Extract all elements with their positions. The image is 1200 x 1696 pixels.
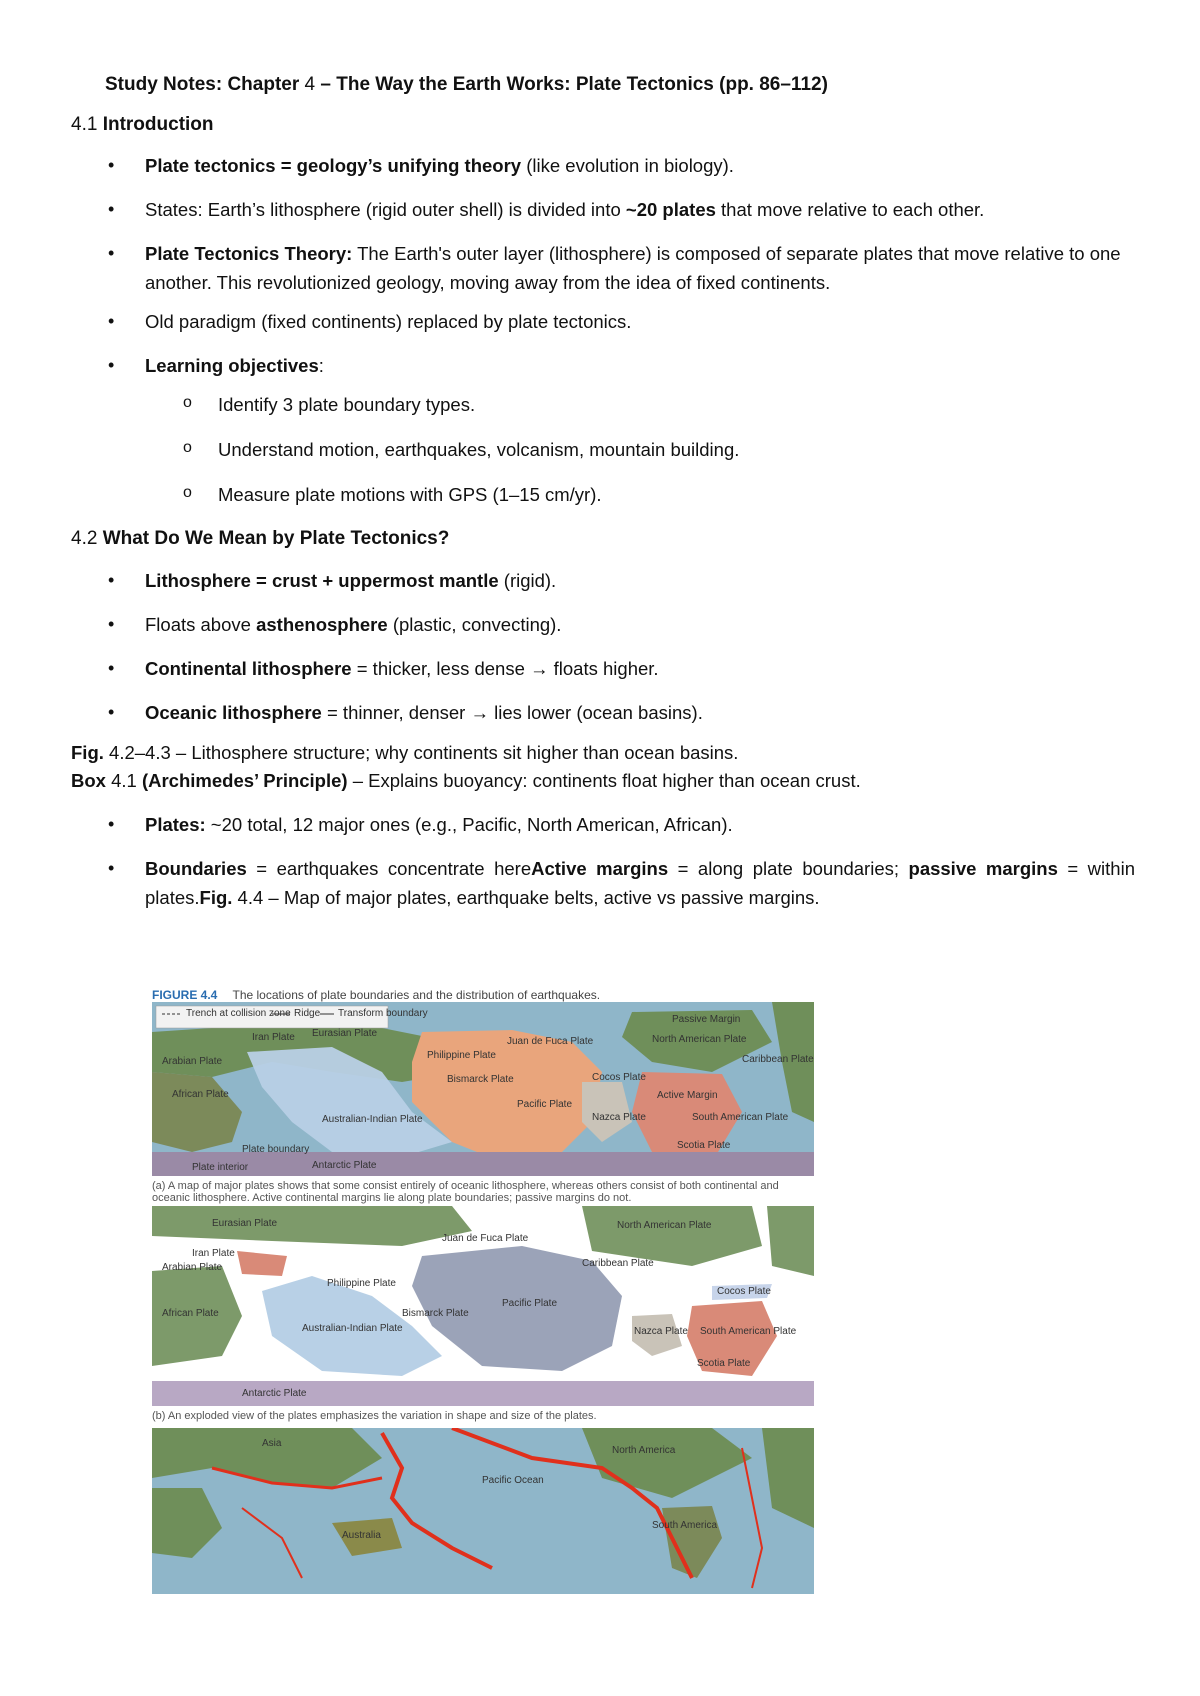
map-label: Philippine Plate — [327, 1278, 396, 1289]
sub-list-item: o Identify 3 plate boundary types. — [183, 394, 476, 415]
section-heading-4-2: 4.2 What Do We Mean by Plate Tectonics? — [71, 528, 450, 549]
eurasia-east-plate-shape — [767, 1206, 814, 1276]
map-label: Plate interior — [192, 1162, 249, 1173]
figure-reference-4-2: Fig. 4.2–4.3 – Lithosphere structure; why continents sit higher than ocean basins. — [71, 742, 739, 763]
list-item: • Boundaries = earthquakes concentrate hereActive margins = along plate boundaries; passive margins = within plates.Fig. 4.4 – Map of major plates, earthquake belts, active vs passive margins. — [145, 854, 1135, 912]
map-label: Arabian Plate — [162, 1262, 223, 1273]
figure-header: FIGURE 4.4 The locations of plate boundaries and the distribution of earthquakes. — [152, 988, 601, 1002]
bullet-icon: • — [108, 243, 115, 263]
list-item: • Plate Tectonics Theory: The Earth's outer layer (lithosphere) is composed of separate plates that move relative to one another. This revolutionized geology, moving away from the idea of fixed continents. — [145, 239, 1135, 297]
bullet-icon: • — [108, 858, 115, 878]
map-label: South American Plate — [700, 1326, 797, 1337]
circle-bullet-icon: o — [183, 439, 192, 456]
earthquake-map-c — [152, 1428, 814, 1594]
plate-map-b — [152, 1206, 814, 1406]
map-label: Scotia Plate — [677, 1140, 731, 1151]
list-item: • Oceanic lithosphere = thinner, denser → lies lower (ocean basins). — [145, 698, 1135, 727]
sub-list-item: o Understand motion, earthquakes, volcanism, mountain building. — [183, 439, 740, 460]
map-label: African Plate — [162, 1308, 219, 1319]
map-label: Arabian Plate — [162, 1056, 223, 1067]
map-label: Active Margin — [657, 1090, 718, 1101]
map-label: Juan de Fuca Plate — [442, 1233, 529, 1244]
map-label: Passive Margin — [672, 1014, 741, 1025]
circle-bullet-icon: o — [183, 394, 192, 411]
map-label: Juan de Fuca Plate — [507, 1036, 594, 1047]
map-label: Iran Plate — [252, 1032, 295, 1043]
list-item: • Learning objectives: — [145, 351, 1135, 380]
map-label: North American Plate — [652, 1034, 747, 1045]
map-label: Bismarck Plate — [402, 1308, 469, 1319]
map-label: Nazca Plate — [634, 1326, 688, 1337]
box-reference-4-1: Box 4.1 (Archimedes’ Principle) – Explains buoyancy: continents float higher than ocean crust. — [71, 770, 861, 791]
map-label: Asia — [262, 1438, 282, 1449]
map-label: Pacific Plate — [517, 1099, 573, 1110]
map-label: South American Plate — [692, 1112, 789, 1123]
map-label: Australia — [342, 1530, 381, 1541]
map-label: Philippine Plate — [427, 1050, 496, 1061]
map-label: Eurasian Plate — [212, 1218, 278, 1229]
antarctic-plate-shape — [152, 1152, 814, 1176]
map-label: Antarctic Plate — [242, 1388, 307, 1399]
list-item: • Lithosphere = crust + uppermost mantle (rigid). — [145, 566, 1135, 595]
bullet-icon: • — [108, 702, 115, 722]
legend-label: Transform boundary — [338, 1008, 428, 1019]
section-heading-4-1: 4.1 Introduction — [71, 114, 214, 135]
map-label: Nazca Plate — [592, 1112, 646, 1123]
map-label: Eurasian Plate — [312, 1028, 378, 1039]
bullet-icon: • — [108, 614, 115, 634]
list-item: • Plate tectonics = geology’s unifying theory (like evolution in biology). — [145, 151, 1135, 180]
map-label: Pacific Ocean — [482, 1475, 544, 1486]
map-label: Iran Plate — [192, 1248, 235, 1259]
bullet-icon: • — [108, 311, 115, 331]
map-label: Plate boundary — [242, 1144, 310, 1155]
list-item: • Floats above asthenosphere (plastic, convecting). — [145, 610, 1135, 639]
bullet-icon: • — [108, 658, 115, 678]
page-title: Study Notes: Chapter 4 – The Way the Earth Works: Plate Tectonics (pp. 86–112) — [105, 74, 828, 95]
legend-label: Ridge — [294, 1008, 321, 1019]
sub-list-item: o Measure plate motions with GPS (1–15 cm/yr). — [183, 484, 602, 505]
map-label: Cocos Plate — [592, 1072, 646, 1083]
map-label: Pacific Plate — [502, 1298, 558, 1309]
bullet-icon: • — [108, 814, 115, 834]
list-item: • Continental lithosphere = thicker, less dense → floats higher. — [145, 654, 1135, 683]
map-label: Antarctic Plate — [312, 1160, 377, 1171]
bullet-icon: • — [108, 570, 115, 590]
map-label: Cocos Plate — [717, 1286, 771, 1297]
plate-map-a — [152, 1002, 814, 1176]
map-label: African Plate — [172, 1089, 229, 1100]
circle-bullet-icon: o — [183, 484, 192, 501]
map-label: North American Plate — [617, 1220, 712, 1231]
map-label: Caribbean Plate — [742, 1054, 814, 1065]
map-label: North America — [612, 1445, 676, 1456]
map-label: Caribbean Plate — [582, 1258, 654, 1269]
list-item: • Old paradigm (fixed continents) replaced by plate tectonics. — [145, 307, 1135, 336]
legend-label: Trench at collision zone — [186, 1008, 291, 1019]
figure-caption-a: (a) A map of major plates shows that some consist entirely of oceanic lithosphere, whereas others consist of both continental and oceanic lithosphere. Active continental margins lie along plate boundaries; passive margins do not. — [152, 1180, 779, 1204]
list-item: • States: Earth’s lithosphere (rigid outer shell) is divided into ~20 plates that move relative to each other. — [145, 195, 1135, 224]
bullet-icon: • — [108, 155, 115, 175]
map-label: Scotia Plate — [697, 1358, 751, 1369]
map-label: South America — [652, 1520, 718, 1531]
bullet-icon: • — [108, 199, 115, 219]
map-label: Bismarck Plate — [447, 1074, 514, 1085]
map-label: Australian-Indian Plate — [302, 1323, 403, 1334]
list-item: • Plates: ~20 total, 12 major ones (e.g., Pacific, North American, African). — [145, 810, 1135, 839]
figure-caption-b: (b) An exploded view of the plates emphasizes the variation in shape and size of the plates. — [152, 1410, 597, 1422]
bullet-icon: • — [108, 355, 115, 375]
map-label: Australian-Indian Plate — [322, 1114, 423, 1125]
